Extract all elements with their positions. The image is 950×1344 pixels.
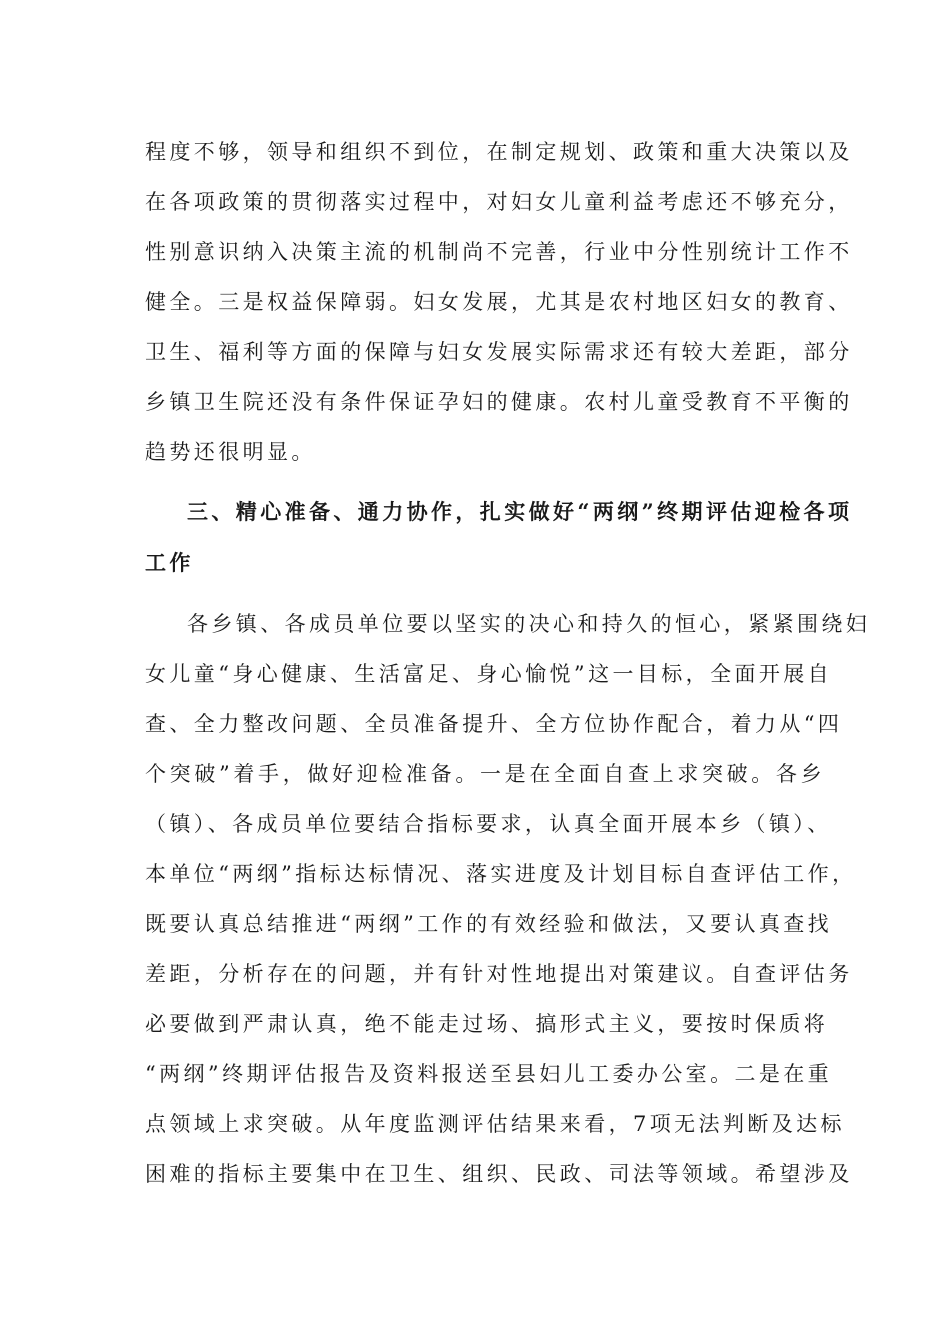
paragraph-1-line-1: 程度不够，领导和组织不到位，在制定规划、政策和重大决策以及 [145, 140, 853, 164]
paragraph-2-line-12: 困难的指标主要集中在卫生、组织、民政、司法等领域。希望涉及 [145, 1162, 853, 1186]
paragraph-2-line-9: 必要做到严肃认真，绝不能走过场、搞形式主义，要按时保质将 [145, 1012, 829, 1036]
paragraph-1-line-5: 卫生、福利等方面的保障与妇女发展实际需求还有较大差距，部分 [145, 340, 853, 364]
paragraph-1-line-3: 性别意识纳入决策主流的机制尚不完善，行业中分性别统计工作不 [145, 240, 853, 264]
paragraph-2-line-10: “两纲”终期评估报告及资料报送至县妇儿工委办公室。二是在重 [145, 1062, 833, 1086]
paragraph-1-line-6: 乡镇卫生院还没有条件保证孕妇的健康。农村儿童受教育不平衡的 [145, 390, 853, 414]
paragraph-2-line-4: 个突破”着手，做好迎检准备。一是在全面自查上求突破。各乡 [145, 762, 825, 786]
paragraph-2-line-11: 点领域上求突破。从年度监测评估结果来看，7项无法判断及达标 [145, 1112, 845, 1136]
section-heading-line-2: 工作 [145, 550, 194, 575]
section-heading-line-1: 三、精心准备、通力协作，扎实做好“两纲”终期评估迎检各项 [187, 499, 853, 524]
paragraph-1-line-2: 在各项政策的贯彻落实过程中，对妇女儿童利益考虑还不够充分， [145, 190, 853, 214]
paragraph-2-line-2: 女儿童“身心健康、生活富足、身心愉悦”这一目标，全面开展自 [145, 662, 833, 686]
paragraph-2-line-8: 差距，分析存在的问题，并有针对性地提出对策建议。自查评估务 [145, 962, 853, 986]
paragraph-2-line-3: 查、全力整改问题、全员准备提升、全方位协作配合，着力从“四 [145, 712, 843, 736]
paragraph-1-line-7: 趋势还很明显。 [145, 440, 316, 464]
paragraph-2-line-1: 各乡镇、各成员单位要以坚实的决心和持久的恒心，紧紧围绕妇 [187, 612, 871, 636]
paragraph-2-line-7: 既要认真总结推进“两纲”工作的有效经验和做法，又要认真查找 [145, 912, 833, 936]
paragraph-2-line-5: （镇）、各成员单位要结合指标要求，认真全面开展本乡（镇）、 [145, 812, 832, 836]
paragraph-2-line-6: 本单位“两纲”指标达标情况、落实进度及计划目标自查评估工作， [145, 862, 857, 886]
paragraph-1-line-4: 健全。三是权益保障弱。妇女发展，尤其是农村地区妇女的教育、 [145, 290, 853, 314]
